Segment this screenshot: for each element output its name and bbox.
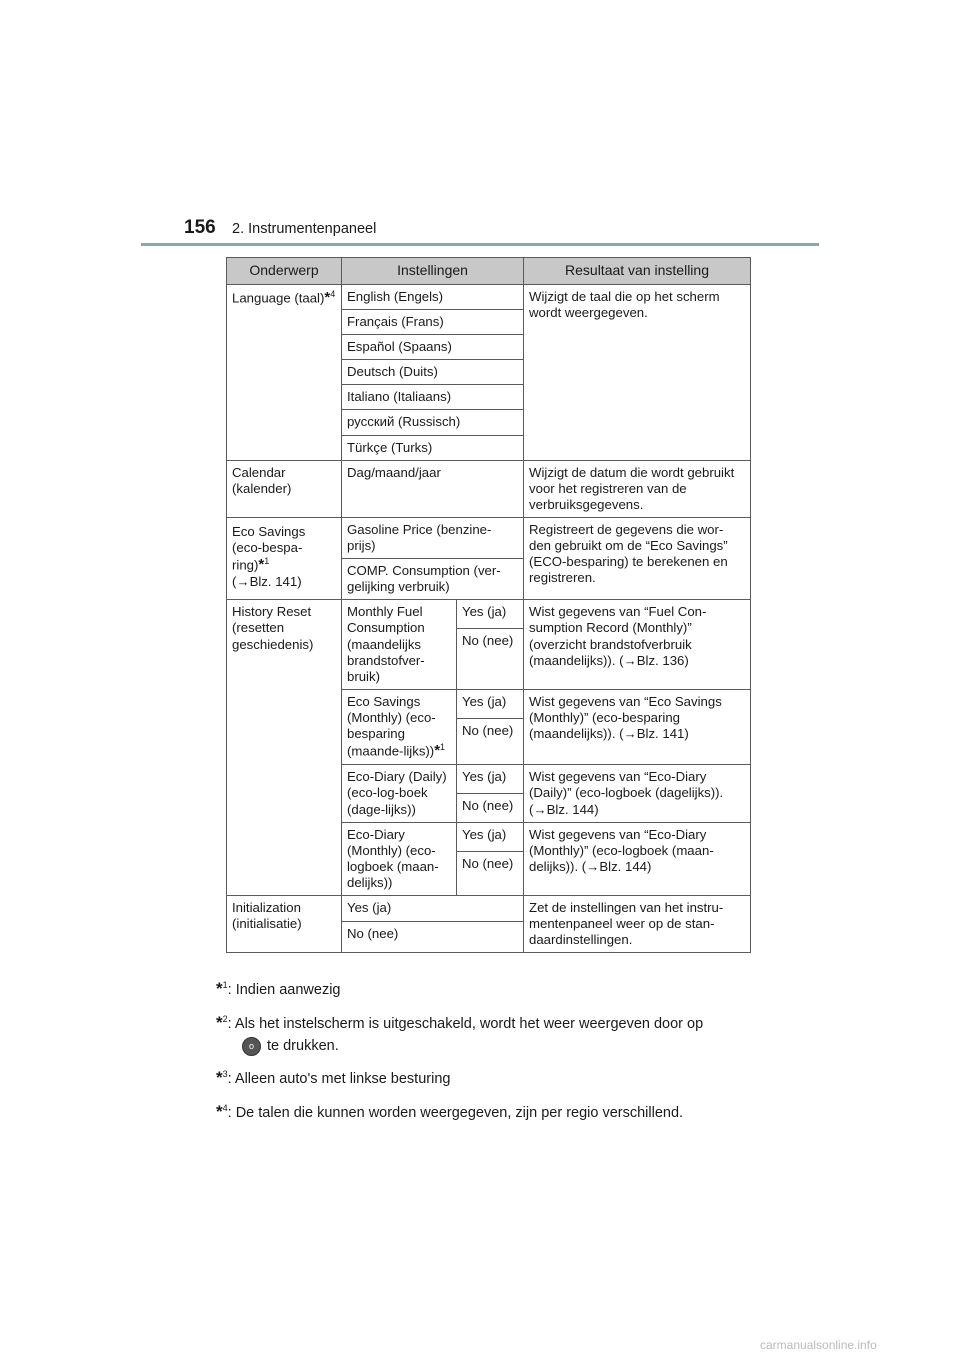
cell-calendar: Calendar (kalender) [227,460,342,517]
table-row [227,460,751,517]
cell-initialization-no: No (nee) [342,922,524,953]
cell-history-item: Eco-Diary (Daily) (eco-log-boek (dage-lijks)) [342,765,457,822]
footnote-1: *$^1$: Indien aanwezig [216,979,341,998]
cell-language-option: Français (Frans) [342,310,524,335]
cell-language-option: English (Engels) [342,285,524,310]
cell-history-no: No (nee) [457,718,524,765]
footnotes [216,976,756,1133]
cell-language: Language (taal)*$^4$ [227,285,342,461]
cell-initialization: Initialization (initialisatie) [227,896,342,953]
header-instellingen: Instellingen [342,258,524,285]
header-divider [141,243,819,246]
cell-history-result: Wist gegevens van “Eco-Diary (Monthly)” (eco-logboek (maan-delijks)). (→Blz. 144) [524,822,751,895]
cell-history-reset: History Reset (resetten geschiedenis) [227,600,342,896]
table-header-row [227,258,751,285]
cell-initialization-result: Zet de instellingen van het instru-mentenpaneel weer op de stan-daardinstellingen. [524,896,751,953]
cell-language-option: Türkçe (Turks) [342,435,524,460]
header-resultaat: Resultaat van instelling [524,258,751,285]
settings-table [226,257,751,953]
cell-eco-savings-setting: Gasoline Price (benzine-prijs) [342,517,524,558]
dial-button-icon: o [242,1037,261,1056]
cell-history-result: Wist gegevens van “Eco-Diary (Daily)” (eco-logboek (dagelijks)). (→Blz. 144) [524,765,751,822]
cell-history-item: Monthly Fuel Consumption (maandelijks brandstofver-bruik) [342,600,457,689]
cell-eco-savings-setting: COMP. Consumption (ver-gelijking verbruik) [342,559,524,600]
cell-calendar-result: Wijzigt de datum die wordt gebruikt voor het registreren van de verbruiksgegevens. [524,460,751,517]
table-row [227,517,751,558]
cell-history-yes: Yes (ja) [457,822,524,851]
cell-history-result: Wist gegevens van “Eco Savings (Monthly)” (eco-besparing (maandelijks)). (→Blz. 141) [524,689,751,765]
footnote-4: *$^4$: De talen die kunnen worden weergegeven, zijn per regio verschillend. [216,1102,684,1121]
cell-history-no: No (nee) [457,851,524,895]
table-row [227,896,751,922]
cell-language-option: Español (Spaans) [342,335,524,360]
cell-history-yes: Yes (ja) [457,765,524,794]
section-title: 2. Instrumentenpaneel [232,221,377,237]
cell-language-option: Deutsch (Duits) [342,360,524,385]
page-number: 156 [184,217,216,238]
cell-history-item: Eco-Diary (Monthly) (eco-logboek (maan-delijks)) [342,822,457,895]
cell-history-result: Wist gegevens van “Fuel Con-sumption Record (Monthly)” (overzicht brandstofverbruik (maandelijks)). (→Blz. 136) [524,600,751,689]
cell-history-yes: Yes (ja) [457,689,524,718]
cell-history-yes: Yes (ja) [457,600,524,629]
cell-eco-savings-result: Registreert de gegevens die wor-den gebruikt om de “Eco Savings” (ECO-besparing) te berekenen en registreren. [524,517,751,599]
header-onderwerp: Onderwerp [227,258,342,285]
watermark: carmanualsonline.info [760,1338,877,1352]
cell-history-no: No (nee) [457,629,524,689]
cell-calendar-setting: Dag/maand/jaar [342,460,524,517]
footnote-2: *$^2$: Als het instelscherm is uitgeschakeld, wordt het weer weergeven door op o te drukken. [216,1010,756,1058]
table-row [227,285,751,310]
footnote-3: *$^3$: Alleen auto's met linkse besturing [216,1068,451,1088]
cell-language-result: Wijzigt de taal die op het scherm wordt weergegeven. [524,285,751,461]
cell-history-no: No (nee) [457,794,524,822]
cell-initialization-yes: Yes (ja) [342,896,524,922]
table-row [227,600,751,629]
cell-eco-savings: Eco Savings (eco-bespa-ring)*$^1$ (→Blz. 141) [227,517,342,599]
cell-language-option: Italiano (Italiaans) [342,385,524,410]
cell-language-option: русский (Russisch) [342,410,524,435]
cell-history-item: Eco Savings (Monthly) (eco-besparing (maande-lijks))*$^1$ [342,689,457,765]
